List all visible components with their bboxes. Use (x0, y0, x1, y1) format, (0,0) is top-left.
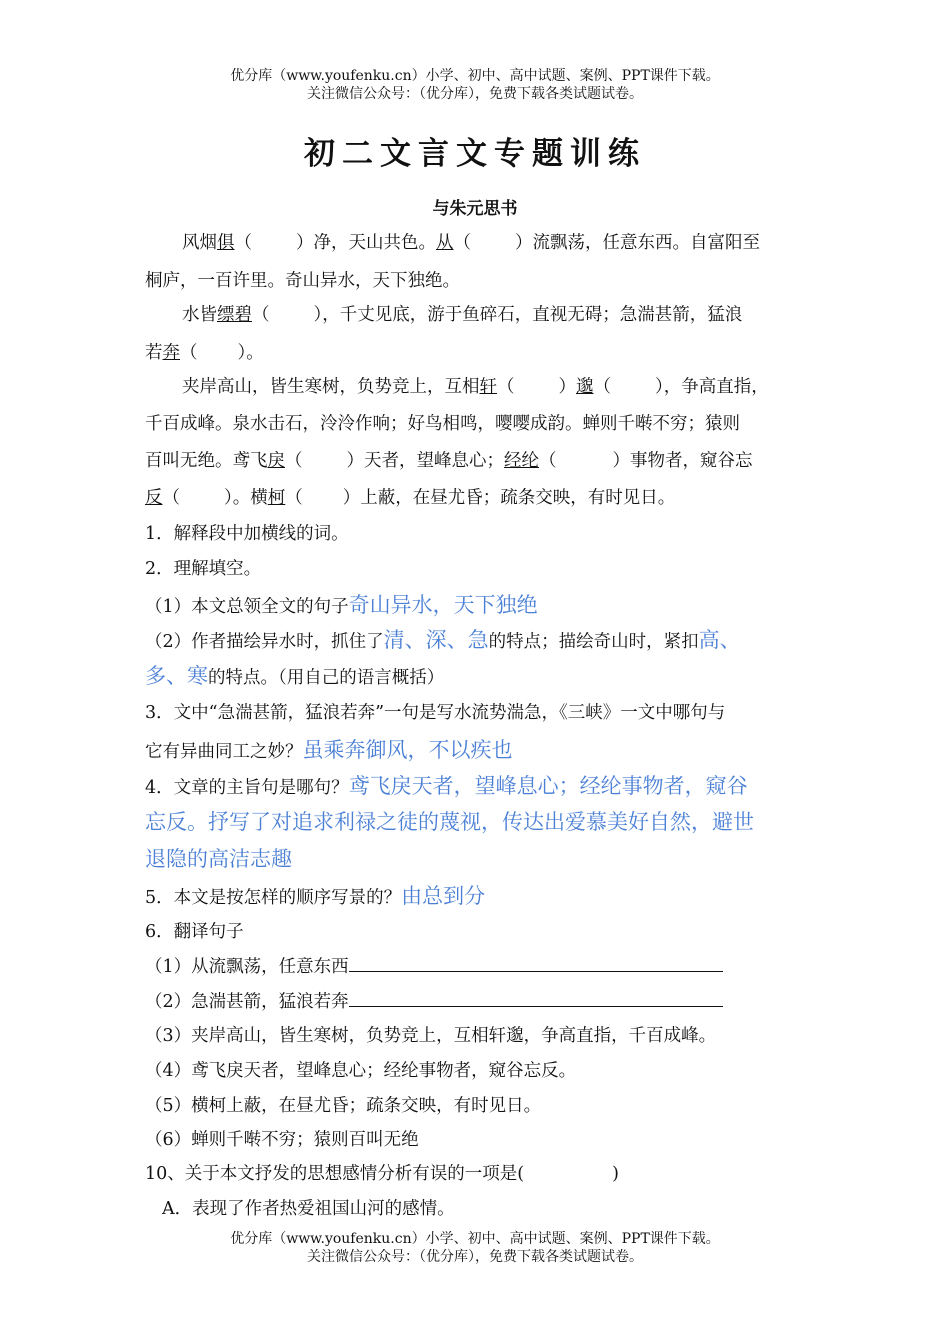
answer-text: 鸢飞戾天者，望峰息心；经纶事物者，窥谷 (348, 774, 748, 798)
question-10: 10、关于本文抒发的思想感情分析有误的一项是( ) (145, 1164, 619, 1184)
question-2-2-cont: 多、寒的特点。（用自己的语言概括） (145, 664, 445, 688)
passage-line-2: 桐庐，一百许里。奇山异水，天下独绝。 (145, 271, 460, 291)
question-5: 5．本文是按怎样的顺序写景的？由总到分 (145, 884, 486, 908)
passage-line-3: 水皆缥碧（ ），千丈见底，游于鱼碎石，直视无碍；急湍甚箭，猛浪 (182, 305, 743, 325)
question-3-cont: 它有异曲同工之妙？虽乘奔御风，不以疾也 (145, 738, 513, 762)
header-line-1: 优分库（www.youfenku.cn）小学、初中、高中试题、案例、PPT课件下载。 (230, 68, 720, 84)
underlined-word: 反 (145, 488, 163, 508)
answer-text: 清、深、急 (383, 628, 489, 652)
passage-title: 与朱元思书 (432, 199, 518, 219)
question-2-2: （2）作者描绘异水时，抓住了清、深、急的特点；描绘奇山时，紧扣高、 (145, 628, 741, 652)
question-6-6: （6）蝉则千啭不穷；猿则百叫无绝 (145, 1130, 419, 1150)
answer-text: 多、寒 (145, 664, 208, 688)
question-6-3: （3）夹岸高山，皆生寒树，负势竞上，互相轩邈，争高直指，千百成峰。 (145, 1026, 717, 1046)
question-2-1: （1）本文总领全文的句子奇山异水，天下独绝 (145, 593, 538, 617)
question-6-4: （4）鸢飞戾天者，望峰息心；经纶事物者，窥谷忘反。 (145, 1061, 577, 1081)
question-6: 6．翻译句子 (145, 922, 244, 942)
passage-line-5: 夹岸高山，皆生寒树，负势竞上，互相轩（ ）邈（ ），争高直指， (182, 377, 769, 397)
question-2: 2．理解填空。 (145, 559, 262, 579)
underlined-word: 戾 (267, 451, 285, 471)
question-6-1: （1）从流飘荡，任意东西 (145, 953, 723, 978)
page-header (0, 67, 950, 103)
answer-text: 由总到分 (401, 884, 486, 908)
header-line-2: 关注微信公众号：（优分库），免费下载各类试题试卷。 (307, 86, 643, 102)
page-title: 初二文言文专题训练 (304, 136, 646, 172)
page-footer (0, 1230, 950, 1266)
question-4: 4．文章的主旨句是哪句？鸢飞戾天者，望峰息心；经纶事物者，窥谷 (145, 774, 748, 798)
underlined-word: 经纶 (504, 451, 539, 471)
underlined-word: 俱 (217, 233, 235, 253)
answer-text: 忘反。抒写了对追求利禄之徒的蔑视，传达出爱慕美好自然，避世 (145, 810, 754, 834)
question-3: 3．文中“急湍甚箭，猛浪若奔”一句是写水流势湍急，《三峡》一文中哪句与 (145, 703, 726, 723)
answer-blank-line[interactable] (349, 988, 723, 1007)
passage-line-8: 反（ ）。横柯（ ）上蔽，在昼尤昏；疏条交映，有时见日。 (145, 488, 676, 508)
answer-text: 高、 (698, 628, 741, 652)
question-1: 1．解释段中加横线的词。 (145, 524, 349, 544)
passage-line-1: 风烟俱（ ）净，天山共色。从（ ）流飘荡，任意东西。自富阳至 (182, 233, 760, 253)
answer-text: 退隐的高洁志趣 (145, 847, 292, 871)
passage-line-7: 百叫无绝。鸢飞戾（ ）天者，望峰息心；经纶（ ）事物者，窥谷忘 (145, 451, 753, 471)
underlined-word: 奔 (162, 343, 180, 363)
question-10-option-a: A．表现了作者热爱祖国山河的感情。 (162, 1199, 455, 1219)
underlined-word: 从 (436, 233, 454, 253)
underlined-word: 轩 (479, 377, 497, 397)
answer-blank-line[interactable] (349, 953, 723, 972)
question-6-2: （2）急湍甚箭，猛浪若奔 (145, 988, 723, 1013)
answer-text: 奇山异水，天下独绝 (348, 593, 538, 617)
answer-text: 虽乘奔御风，不以疾也 (302, 738, 513, 762)
underlined-word: 柯 (267, 488, 286, 508)
underlined-word: 邈 (576, 377, 594, 397)
underlined-word: 缥碧 (217, 305, 252, 325)
passage-line-6: 千百成峰。泉水击石，泠泠作响；好鸟相鸣，嘤嘤成韵。蝉则千啭不穷；猿则 (145, 414, 740, 434)
footer-line-2: 关注微信公众号：（优分库），免费下载各类试题试卷。 (307, 1249, 643, 1265)
passage-line-4: 若奔（ ）。 (145, 343, 264, 363)
footer-line-1: 优分库（www.youfenku.cn）小学、初中、高中试题、案例、PPT课件下载。 (230, 1231, 720, 1247)
question-6-5: （5）横柯上蔽，在昼尤昏；疏条交映，有时见日。 (145, 1096, 542, 1116)
